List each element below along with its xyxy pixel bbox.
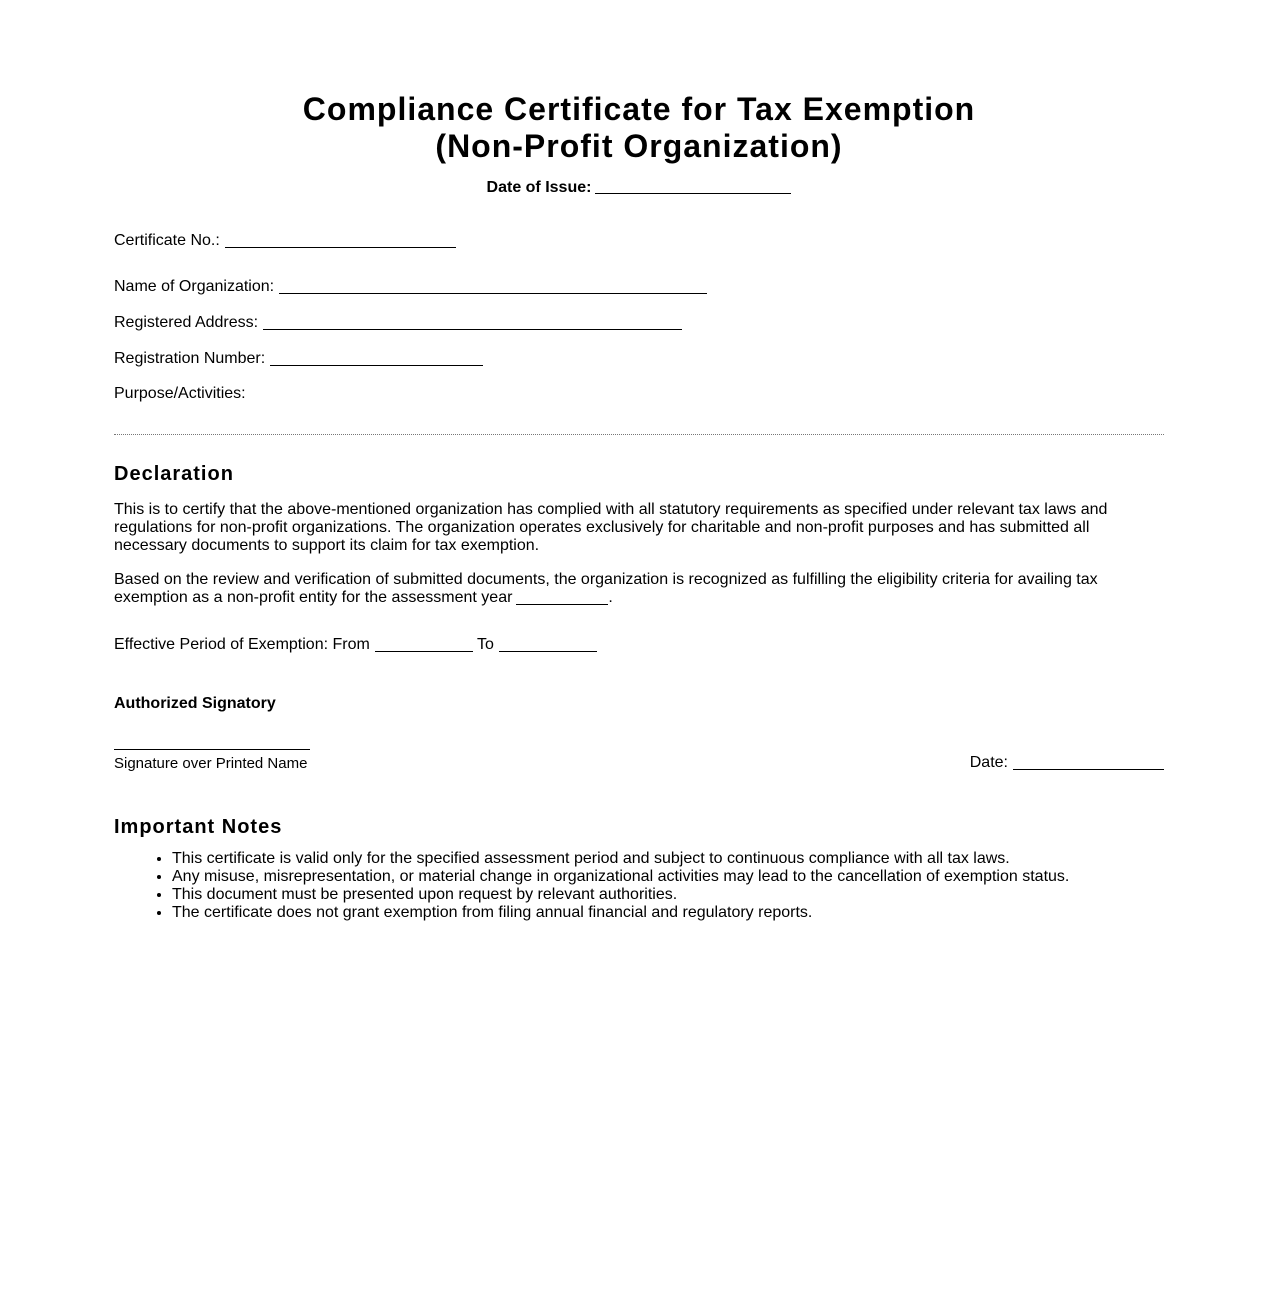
- list-item: • Any misuse, misrepresentation, or material change in organizational activities may lead to the cancellation of exemption status.: [172, 868, 1114, 886]
- list-item: • This certificate is valid only for the specified assessment period and subject to continuous compliance with all tax laws.: [172, 850, 1114, 868]
- date-of-issue-blank[interactable]: [595, 177, 791, 194]
- declaration-paragraph-2-end: .: [608, 589, 613, 606]
- assessment-year-blank[interactable]: [516, 589, 608, 605]
- registered-address-blank[interactable]: [263, 313, 682, 330]
- signature-date-label: Date:: [969, 754, 1008, 771]
- effective-period-from-label: Effective Period of Exemption: From: [114, 636, 370, 653]
- certificate-no-field: [114, 231, 456, 250]
- organization-name-blank[interactable]: [279, 277, 707, 294]
- signature-caption: Signature over Printed Name: [114, 755, 308, 772]
- signature-date-field: [970, 753, 1164, 772]
- registration-number-label: Registration Number:: [114, 350, 266, 367]
- date-of-issue: [114, 177, 1164, 197]
- organization-name-label: Name of Organization:: [114, 278, 275, 295]
- effective-period-from-blank[interactable]: [375, 635, 473, 652]
- effective-period-to-blank[interactable]: [499, 635, 597, 652]
- effective-period-to-label: To: [476, 636, 494, 653]
- section-divider: [114, 434, 1164, 435]
- certificate-no-label: Certificate No.:: [114, 232, 220, 249]
- certificate-no-blank[interactable]: [225, 231, 456, 248]
- registration-number-field: [114, 349, 483, 368]
- purpose-label: Purpose/Activities:: [114, 385, 246, 402]
- document-title-line2: (Non-Profit Organization): [435, 128, 843, 164]
- declaration-heading: Declaration: [114, 463, 234, 485]
- important-notes-list: [114, 850, 1114, 922]
- declaration-paragraph-2: [114, 571, 1114, 607]
- list-item: • This document must be presented upon request by relevant authorities.: [172, 886, 1114, 904]
- effective-period-field: [114, 635, 597, 654]
- signature-date-blank[interactable]: [1013, 753, 1164, 770]
- date-of-issue-label: Date of Issue:: [486, 179, 592, 196]
- declaration-paragraph-2-text: Based on the review and verification of submitted documents, the organization is recognized as fulfilling the eligibility criteria for availing tax exemption as a non-profit entity for the assessment year: [114, 571, 1098, 606]
- signature-line[interactable]: [114, 749, 310, 750]
- list-item: • The certificate does not grant exemption from filing annual financial and regulatory reports.: [172, 904, 1114, 922]
- important-notes-heading: Important Notes: [114, 816, 283, 838]
- purpose-field: [114, 385, 246, 403]
- registration-number-blank[interactable]: [270, 349, 483, 366]
- registered-address-field: [114, 313, 682, 332]
- declaration-paragraph-1: This is to certify that the above-mentioned organization has complied with all statutory requirements as specified under relevant tax laws and regulations for non-profit organizations. The organization operates exclusively for charitable and non-profit purposes and has submitted all necessary documents to support its claim for tax exemption.: [114, 501, 1108, 554]
- document-title-line1: Compliance Certificate for Tax Exemption: [302, 91, 976, 127]
- organization-name-field: [114, 277, 707, 296]
- registered-address-label: Registered Address:: [114, 314, 259, 331]
- authorized-signatory-heading: Authorized Signatory: [114, 695, 276, 712]
